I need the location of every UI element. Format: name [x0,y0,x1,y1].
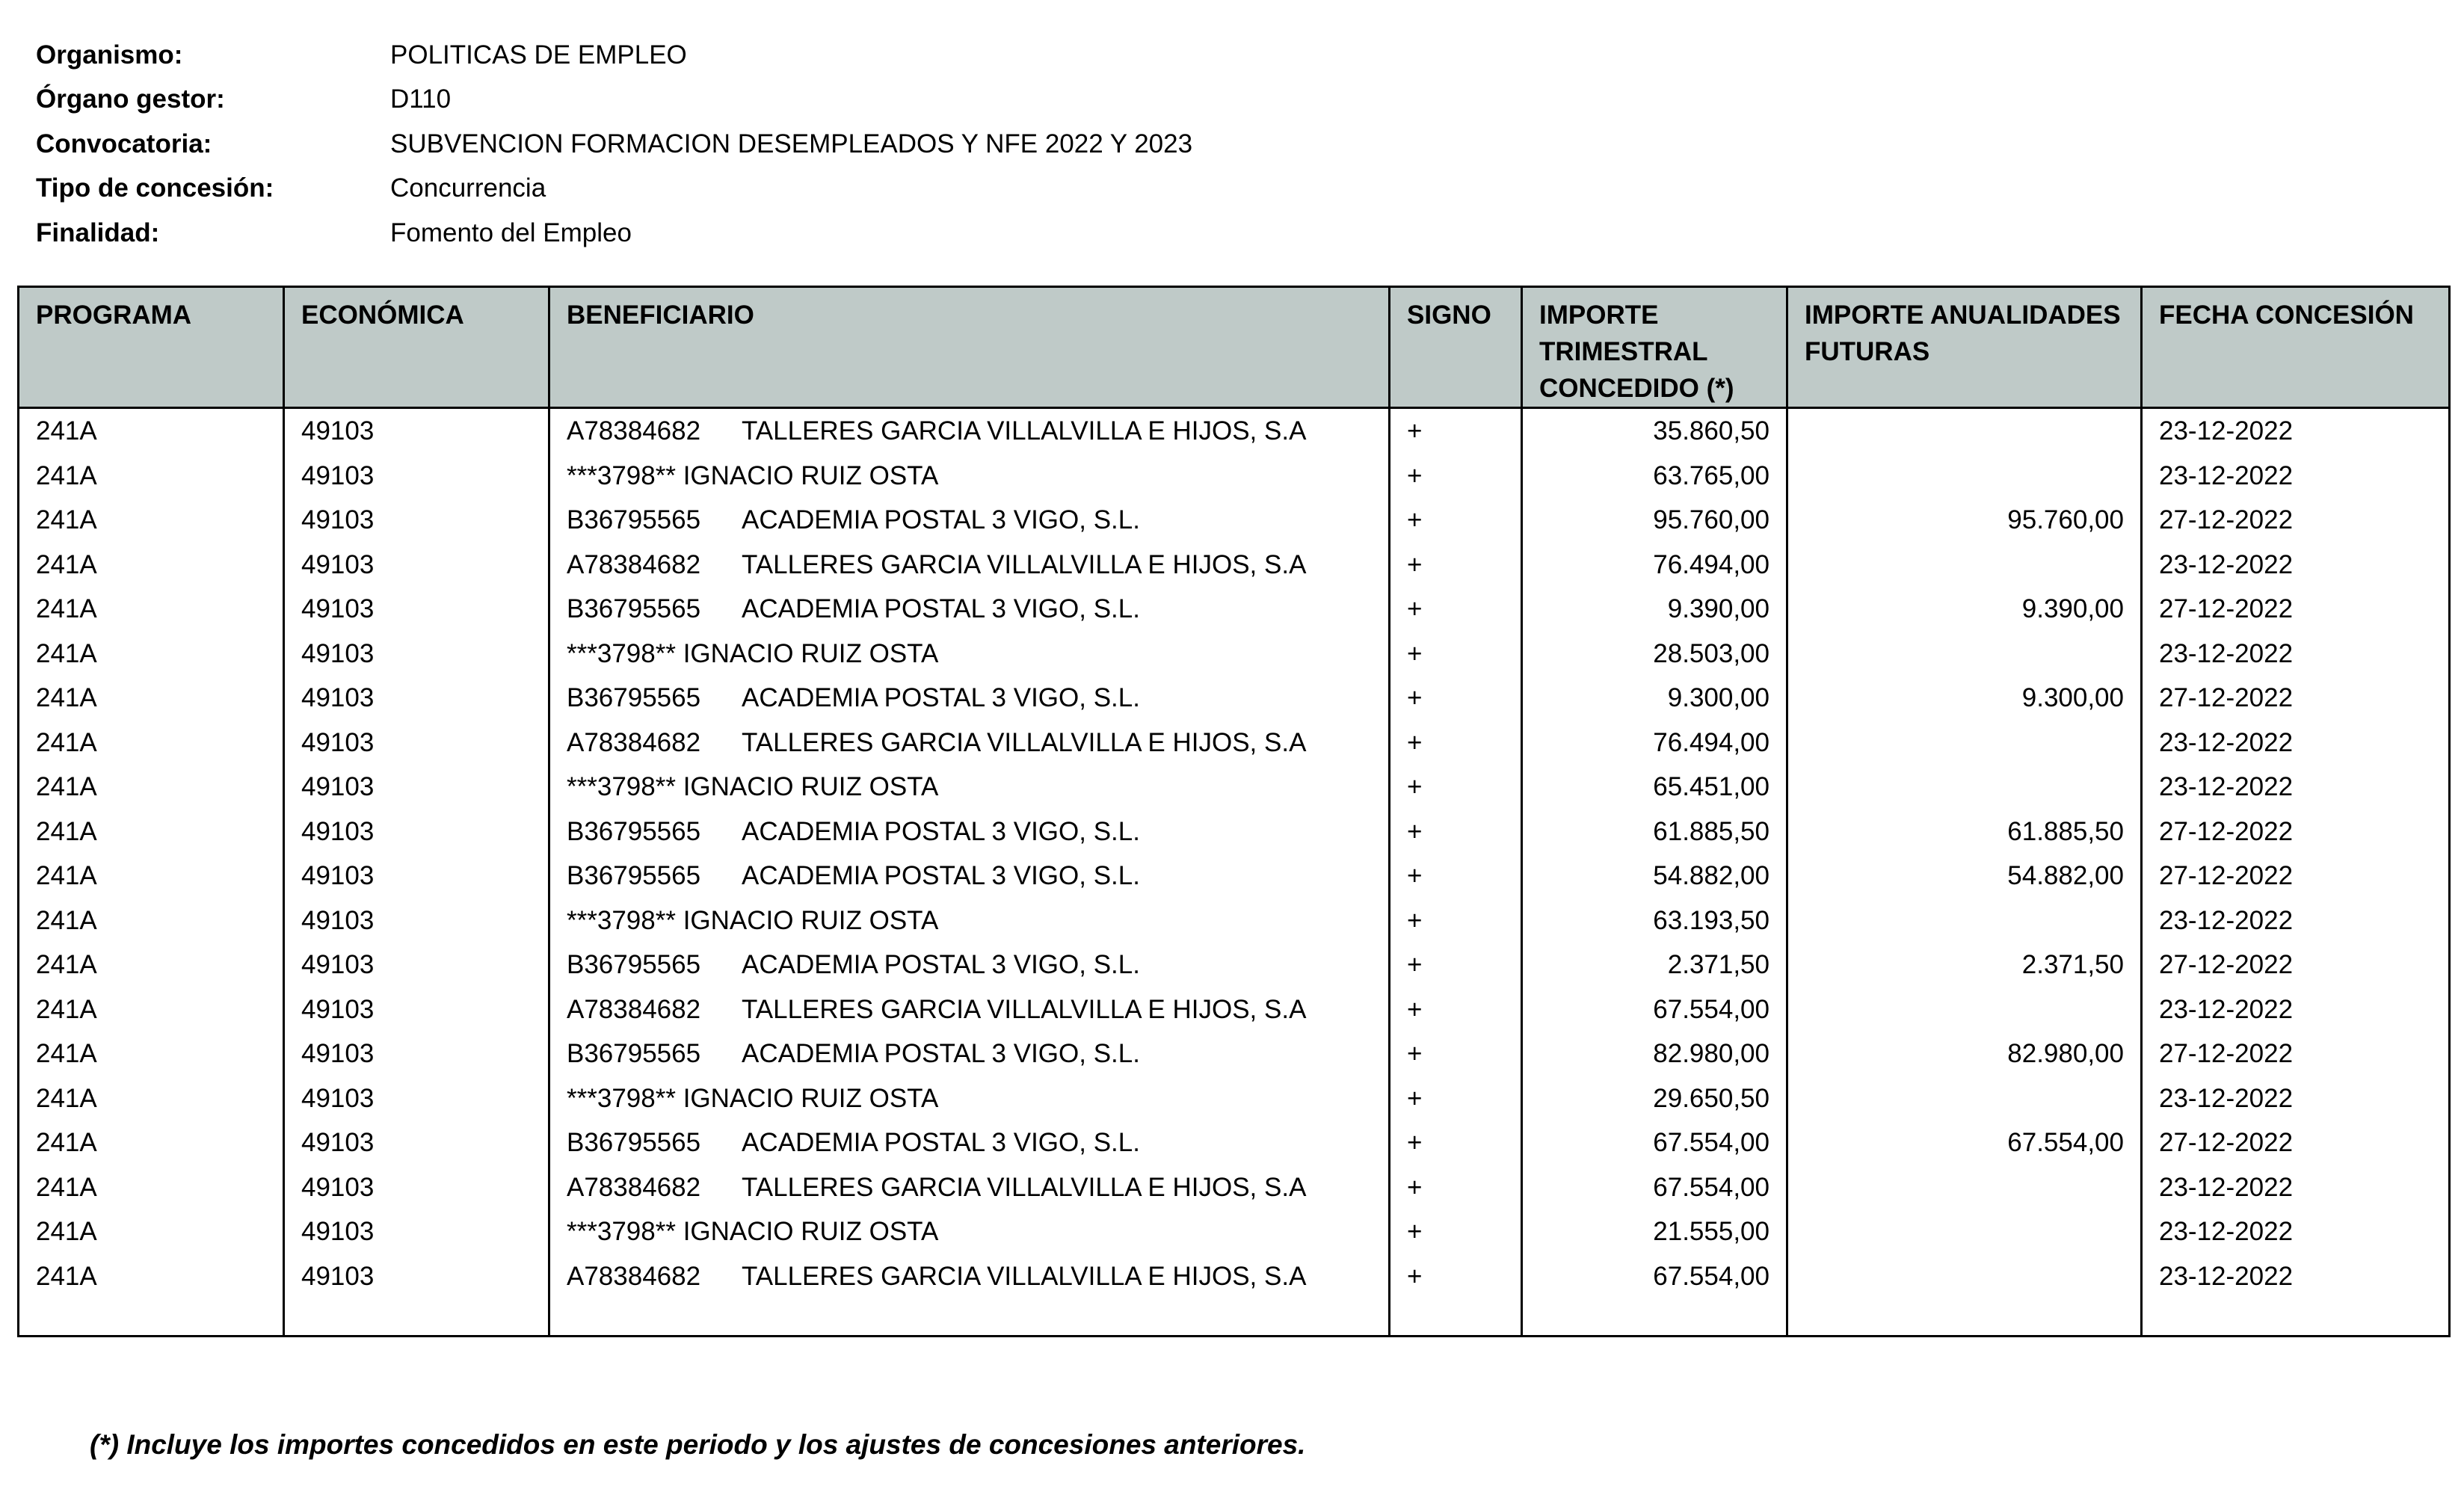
cell-fecha: 23-12-2022 [2142,1209,2450,1254]
table-row [19,632,2450,676]
cell-fecha: 27-12-2022 [2142,810,2450,854]
cell-programa: 241A [19,1032,284,1076]
cell-economica: 49103 [284,632,549,676]
col-header-importe-futuras: IMPORTE ANUALIDADES FUTURAS [1787,287,2142,408]
cell-programa: 241A [19,587,284,632]
cell-signo: + [1390,498,1522,543]
cell-importe: 21.555,00 [1522,1209,1787,1254]
table-row [19,543,2450,588]
table-header-row [19,287,2450,408]
cell-importe: 28.503,00 [1522,632,1787,676]
beneficiary-name: TALLERES GARCIA VILLALVILLA E HIJOS, S.A [742,416,1307,446]
cell-economica: 49103 [284,454,549,499]
col-header-signo: SIGNO [1390,287,1522,408]
cell-beneficiario [549,1032,1390,1076]
cell-beneficiario [549,854,1390,898]
cell-economica: 49103 [284,854,549,898]
cell-fecha: 23-12-2022 [2142,1254,2450,1299]
cell-programa: 241A [19,810,284,854]
cell-beneficiario [549,676,1390,721]
cell-programa: 241A [19,498,284,543]
cell-futuras: 2.371,50 [1787,943,2142,987]
cell-fecha: 23-12-2022 [2142,765,2450,810]
cell-futuras: 67.554,00 [1787,1120,2142,1165]
cell-signo: + [1390,1032,1522,1076]
cell-signo: + [1390,1076,1522,1121]
cell-fecha: 23-12-2022 [2142,632,2450,676]
cell-importe: 9.300,00 [1522,676,1787,721]
field-finalidad [36,211,1192,256]
beneficiary-name: IGNACIO RUIZ OSTA [683,638,939,668]
cell-programa: 241A [19,454,284,499]
cell-fecha: 27-12-2022 [2142,498,2450,543]
cell-futuras [1787,632,2142,676]
field-label: Finalidad: [36,218,160,247]
table-row [19,1032,2450,1076]
table-spacer-row [19,1298,2450,1336]
cell-futuras [1787,1165,2142,1210]
cell-economica: 49103 [284,721,549,765]
col-header-programa: PROGRAMA [19,287,284,408]
cell-futuras [1787,543,2142,588]
cell-signo: + [1390,543,1522,588]
beneficiary-id: ***3798** [567,1083,676,1113]
cell-futuras [1787,721,2142,765]
table-row [19,498,2450,543]
cell-importe: 54.882,00 [1522,854,1787,898]
field-label: Tipo de concesión: [36,173,274,203]
cell-importe: 63.193,50 [1522,898,1787,943]
cell-signo: + [1390,587,1522,632]
beneficiary-id: B36795565 [567,683,701,712]
cell-signo: + [1390,810,1522,854]
cell-importe: 82.980,00 [1522,1032,1787,1076]
cell-futuras: 9.300,00 [1787,676,2142,721]
cell-signo: + [1390,765,1522,810]
field-tipo-concesion [36,167,1192,212]
cell-signo: + [1390,1209,1522,1254]
beneficiary-id: B36795565 [567,861,701,890]
cell-signo: + [1390,632,1522,676]
cell-economica: 49103 [284,587,549,632]
cell-signo: + [1390,1120,1522,1165]
beneficiary-id: ***3798** [567,905,676,935]
table-row [19,898,2450,943]
cell-programa: 241A [19,1165,284,1210]
cell-futuras: 9.390,00 [1787,587,2142,632]
cell-fecha: 23-12-2022 [2142,898,2450,943]
cell-programa: 241A [19,898,284,943]
cell-futuras [1787,1209,2142,1254]
beneficiary-id: B36795565 [567,1039,701,1068]
cell-economica: 49103 [284,810,549,854]
cell-fecha: 27-12-2022 [2142,943,2450,987]
beneficiary-id: ***3798** [567,1217,676,1246]
cell-importe: 61.885,50 [1522,810,1787,854]
field-value: POLITICAS DE EMPLEO [390,40,687,70]
cell-fecha: 23-12-2022 [2142,454,2450,499]
table-body [19,408,2450,1337]
cell-economica: 49103 [284,987,549,1032]
beneficiary-name: ACADEMIA POSTAL 3 VIGO, S.L. [742,1128,1140,1157]
cell-signo: + [1390,676,1522,721]
beneficiary-name: IGNACIO RUIZ OSTA [683,905,939,935]
cell-importe: 67.554,00 [1522,1120,1787,1165]
table-row [19,676,2450,721]
beneficiary-name: IGNACIO RUIZ OSTA [683,772,939,801]
cell-fecha: 27-12-2022 [2142,1120,2450,1165]
cell-programa: 241A [19,543,284,588]
beneficiary-id: ***3798** [567,638,676,668]
beneficiary-name: TALLERES GARCIA VILLALVILLA E HIJOS, S.A [742,994,1307,1024]
beneficiary-id: A78384682 [567,994,701,1024]
cell-fecha: 23-12-2022 [2142,543,2450,588]
cell-futuras [1787,898,2142,943]
beneficiary-name: ACADEMIA POSTAL 3 VIGO, S.L. [742,1039,1140,1068]
cell-beneficiario [549,454,1390,499]
cell-importe: 67.554,00 [1522,1254,1787,1299]
beneficiary-name: ACADEMIA POSTAL 3 VIGO, S.L. [742,816,1140,846]
header-fields [36,33,1192,256]
cell-economica: 49103 [284,1076,549,1121]
cell-economica: 49103 [284,943,549,987]
table-row [19,987,2450,1032]
cell-fecha: 27-12-2022 [2142,1032,2450,1076]
beneficiary-name: TALLERES GARCIA VILLALVILLA E HIJOS, S.A [742,1172,1307,1202]
cell-beneficiario [549,632,1390,676]
cell-economica: 49103 [284,1254,549,1299]
cell-futuras [1787,408,2142,454]
table-row [19,1120,2450,1165]
cell-economica: 49103 [284,676,549,721]
table-row [19,765,2450,810]
cell-signo: + [1390,943,1522,987]
cell-programa: 241A [19,632,284,676]
cell-fecha: 27-12-2022 [2142,676,2450,721]
cell-fecha: 23-12-2022 [2142,721,2450,765]
cell-programa: 241A [19,1120,284,1165]
cell-programa: 241A [19,943,284,987]
col-header-fecha: FECHA CONCESIÓN [2142,287,2450,408]
beneficiary-name: ACADEMIA POSTAL 3 VIGO, S.L. [742,861,1140,890]
cell-programa: 241A [19,721,284,765]
cell-beneficiario [549,898,1390,943]
beneficiary-id: A78384682 [567,727,701,757]
field-value: Fomento del Empleo [390,218,632,247]
cell-importe: 95.760,00 [1522,498,1787,543]
cell-beneficiario [549,498,1390,543]
field-value: SUBVENCION FORMACION DESEMPLEADOS Y NFE 2022 Y 2023 [390,129,1193,158]
field-organo-gestor [36,78,1192,123]
table-row [19,454,2450,499]
beneficiary-name: ACADEMIA POSTAL 3 VIGO, S.L. [742,594,1140,623]
beneficiary-id: A78384682 [567,549,701,579]
field-label: Órgano gestor: [36,84,225,114]
cell-fecha: 23-12-2022 [2142,408,2450,454]
cell-importe: 29.650,50 [1522,1076,1787,1121]
table-row [19,854,2450,898]
cell-signo: + [1390,1254,1522,1299]
beneficiary-name: ACADEMIA POSTAL 3 VIGO, S.L. [742,505,1140,534]
cell-futuras [1787,454,2142,499]
cell-beneficiario [549,943,1390,987]
beneficiary-id: B36795565 [567,950,701,979]
footnote: (*) Incluye los importes concedidos en este periodo y los ajustes de concesiones anteriores. [90,1429,1306,1460]
field-convocatoria [36,122,1192,167]
cell-economica: 49103 [284,1209,549,1254]
cell-beneficiario [549,1254,1390,1299]
field-value: D110 [390,84,452,114]
cell-futuras: 54.882,00 [1787,854,2142,898]
cell-programa: 241A [19,987,284,1032]
cell-importe: 67.554,00 [1522,1165,1787,1210]
col-header-importe-trimestral: IMPORTE TRIMESTRAL CONCEDIDO (*) [1522,287,1787,408]
cell-importe: 9.390,00 [1522,587,1787,632]
field-organismo [36,33,1192,78]
cell-signo: + [1390,898,1522,943]
cell-economica: 49103 [284,1032,549,1076]
table-row [19,408,2450,454]
cell-beneficiario [549,721,1390,765]
cell-programa: 241A [19,854,284,898]
cell-economica: 49103 [284,498,549,543]
cell-signo: + [1390,721,1522,765]
beneficiary-name: IGNACIO RUIZ OSTA [683,460,939,490]
beneficiary-id: B36795565 [567,1128,701,1157]
cell-programa: 241A [19,765,284,810]
cell-programa: 241A [19,1076,284,1121]
cell-futuras: 95.760,00 [1787,498,2142,543]
cell-futuras: 82.980,00 [1787,1032,2142,1076]
cell-importe: 35.860,50 [1522,408,1787,454]
col-header-beneficiario: BENEFICIARIO [549,287,1390,408]
beneficiary-id: ***3798** [567,460,676,490]
cell-beneficiario [549,587,1390,632]
beneficiary-id: ***3798** [567,772,676,801]
cell-importe: 76.494,00 [1522,543,1787,588]
cell-signo: + [1390,854,1522,898]
cell-signo: + [1390,987,1522,1032]
cell-beneficiario [549,1076,1390,1121]
beneficiary-name: IGNACIO RUIZ OSTA [683,1083,939,1113]
beneficiary-name: IGNACIO RUIZ OSTA [683,1217,939,1246]
cell-fecha: 27-12-2022 [2142,587,2450,632]
cell-programa: 241A [19,408,284,454]
cell-programa: 241A [19,1209,284,1254]
beneficiary-name: TALLERES GARCIA VILLALVILLA E HIJOS, S.A [742,727,1307,757]
beneficiary-id: A78384682 [567,1261,701,1291]
cell-economica: 49103 [284,898,549,943]
cell-signo: + [1390,408,1522,454]
cell-futuras [1787,1076,2142,1121]
table-row [19,810,2450,854]
cell-programa: 241A [19,1254,284,1299]
cell-beneficiario [549,1120,1390,1165]
beneficiary-id: A78384682 [567,1172,701,1202]
beneficiary-id: A78384682 [567,416,701,446]
cell-fecha: 23-12-2022 [2142,987,2450,1032]
cell-economica: 49103 [284,1120,549,1165]
cell-futuras [1787,765,2142,810]
beneficiary-name: TALLERES GARCIA VILLALVILLA E HIJOS, S.A [742,1261,1307,1291]
cell-importe: 67.554,00 [1522,987,1787,1032]
cell-beneficiario [549,1165,1390,1210]
cell-beneficiario [549,543,1390,588]
cell-signo: + [1390,1165,1522,1210]
field-label: Organismo: [36,40,183,70]
cell-beneficiario [549,765,1390,810]
grants-table [17,286,2451,1337]
field-label: Convocatoria: [36,129,212,158]
beneficiary-name: ACADEMIA POSTAL 3 VIGO, S.L. [742,683,1140,712]
cell-futuras [1787,1254,2142,1299]
beneficiary-id: B36795565 [567,594,701,623]
cell-economica: 49103 [284,543,549,588]
table-row [19,1254,2450,1299]
beneficiary-name: TALLERES GARCIA VILLALVILLA E HIJOS, S.A [742,549,1307,579]
table-row [19,943,2450,987]
cell-beneficiario [549,1209,1390,1254]
field-value: Concurrencia [390,173,546,203]
table-row [19,721,2450,765]
cell-importe: 2.371,50 [1522,943,1787,987]
cell-fecha: 27-12-2022 [2142,854,2450,898]
cell-importe: 76.494,00 [1522,721,1787,765]
table-row [19,1076,2450,1121]
cell-importe: 65.451,00 [1522,765,1787,810]
cell-fecha: 23-12-2022 [2142,1076,2450,1121]
cell-signo: + [1390,454,1522,499]
cell-fecha: 23-12-2022 [2142,1165,2450,1210]
table-row [19,1165,2450,1210]
beneficiary-id: B36795565 [567,505,701,534]
table-row [19,587,2450,632]
cell-economica: 49103 [284,408,549,454]
cell-futuras: 61.885,50 [1787,810,2142,854]
cell-beneficiario [549,810,1390,854]
cell-economica: 49103 [284,1165,549,1210]
beneficiary-id: B36795565 [567,816,701,846]
cell-programa: 241A [19,676,284,721]
cell-importe: 63.765,00 [1522,454,1787,499]
cell-futuras [1787,987,2142,1032]
cell-beneficiario [549,987,1390,1032]
cell-economica: 49103 [284,765,549,810]
col-header-economica: ECONÓMICA [284,287,549,408]
table-row [19,1209,2450,1254]
cell-beneficiario [549,408,1390,454]
beneficiary-name: ACADEMIA POSTAL 3 VIGO, S.L. [742,950,1140,979]
